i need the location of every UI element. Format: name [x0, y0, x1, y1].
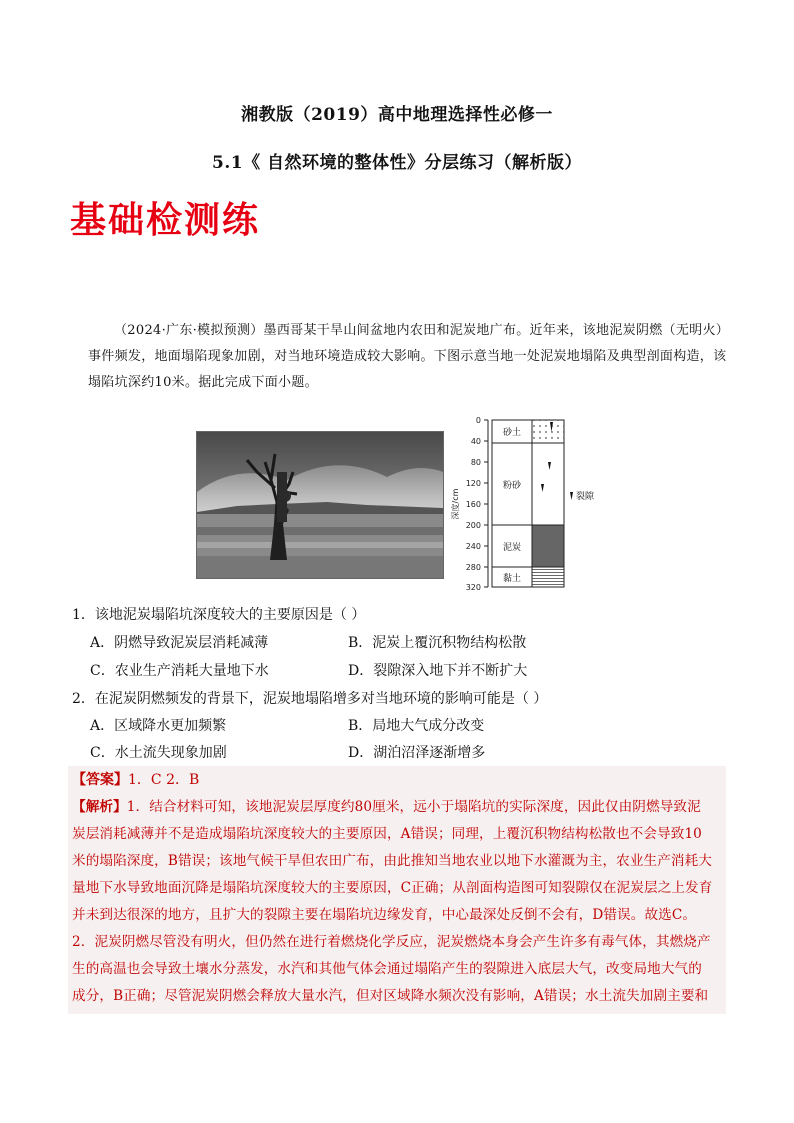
question-2-option-b: B．局地大气成分改变	[348, 718, 485, 734]
question-1-option-a: A．阴燃导致泥炭层消耗减薄	[90, 635, 269, 651]
analysis-line-6: 2．泥炭阴燃尽管没有明火，但仍然在进行着燃烧化学反应，泥炭燃烧本身会产生许多有毒气体，其燃烧产	[72, 934, 711, 950]
question-2-option-d: D．湖泊沼泽逐渐增多	[348, 745, 486, 761]
legend-crack: 裂隙	[576, 492, 595, 502]
answer-text: 1．C 2．B	[128, 772, 200, 788]
tick-160: 160	[465, 500, 481, 509]
analysis-text: 1．结合材料可知，该地泥炭层厚度约80厘米，远小于塌陷坑的实际深度，因此仅由阴燃导致泥	[126, 799, 701, 815]
layer-peat: 泥炭	[502, 543, 522, 553]
analysis-line-5: 并未到达很深的地方，且扩大的裂隙主要在塌陷坑边缘发育，中心最深处反倒不会有，D错误。故选C。	[72, 907, 697, 923]
analysis-tag: 【解析】	[72, 799, 127, 815]
question-1-stem: 1．该地泥炭塌陷坑深度较大的主要原因是（ ）	[72, 607, 366, 623]
question-2-option-c: C．水土流失现象加剧	[90, 745, 227, 761]
analysis-line-1	[72, 797, 724, 817]
analysis-line-3: 米的塌陷深度，B错误；该地气候干旱但农田广布，由此推知当地农业以地下水灌溉为主，农业生产消耗大	[72, 853, 712, 869]
tick-280: 280	[465, 563, 481, 572]
legend-crack-icon	[570, 492, 573, 500]
question-2-stem: 2．在泥炭阴燃频发的背景下，泥炭地塌陷增多对当地环境的影响可能是（ ）	[72, 691, 548, 707]
tick-0: 0	[475, 416, 481, 425]
question-1-option-d: D．裂隙深入地下并不断扩大	[348, 663, 528, 679]
document-title: 湘教版（2019）高中地理选择性必修一	[241, 105, 553, 125]
analysis-line-4: 量地下水导致地面沉降是塌陷坑深度较大的主要原因，C正确；从剖面构造图可知裂隙仅在泥炭层之上发育	[72, 880, 713, 896]
section-heading: 基础检测练	[70, 200, 261, 241]
question-intro: （2024·广东·模拟预测）墨西哥某干旱山间盆地内农田和泥炭地广布。近年来，该地泥炭阴燃（无明火）事件频发，地面塌陷现象加剧，对当地环境造成较大影响。下图示意当地一处泥炭地塌陷及典型剖面构造，该塌陷坑深约10米。据此完成下面小题。	[88, 323, 727, 390]
landscape-photo	[196, 431, 444, 579]
answer-line	[72, 770, 199, 790]
layer-clay: 黏土	[502, 574, 522, 584]
layer-silt: 粉砂	[502, 481, 522, 491]
question-2-option-a: A．区域降水更加频繁	[90, 718, 227, 734]
question-1-option-b: B．泥炭上覆沉积物结构松散	[348, 635, 527, 651]
axis-label: 深度/cm	[451, 488, 460, 520]
tick-40: 40	[470, 437, 481, 446]
soil-profile-diagram	[448, 412, 628, 597]
answer-tag: 【答案】	[72, 772, 128, 788]
tick-240: 240	[465, 542, 481, 551]
analysis-line-7: 生的高温也会导致土壤水分蒸发，水汽和其他气体会通过塌陷产生的裂隙进入底层大气，改变局地大气的	[72, 961, 702, 977]
tick-320: 320	[465, 583, 481, 592]
document-subtitle: 5.1《 自然环境的整体性》分层练习（解析版）	[212, 153, 582, 173]
tick-80: 80	[470, 458, 481, 467]
analysis-line-2: 炭层消耗减薄并不是造成塌陷坑深度较大的主要原因，A错误；同理，上覆沉积物结构松散也不会导致10	[72, 826, 702, 842]
question-1-option-c: C．农业生产消耗大量地下水	[90, 663, 269, 679]
analysis-line-8: 成分，B正确；尽管泥炭阴燃会释放大量水汽，但对区域降水频次没有影响，A错误；水土流失加剧主要和	[72, 988, 709, 1004]
tick-200: 200	[465, 521, 481, 530]
layer-sand: 砂土	[502, 428, 522, 438]
tick-120: 120	[465, 479, 481, 488]
